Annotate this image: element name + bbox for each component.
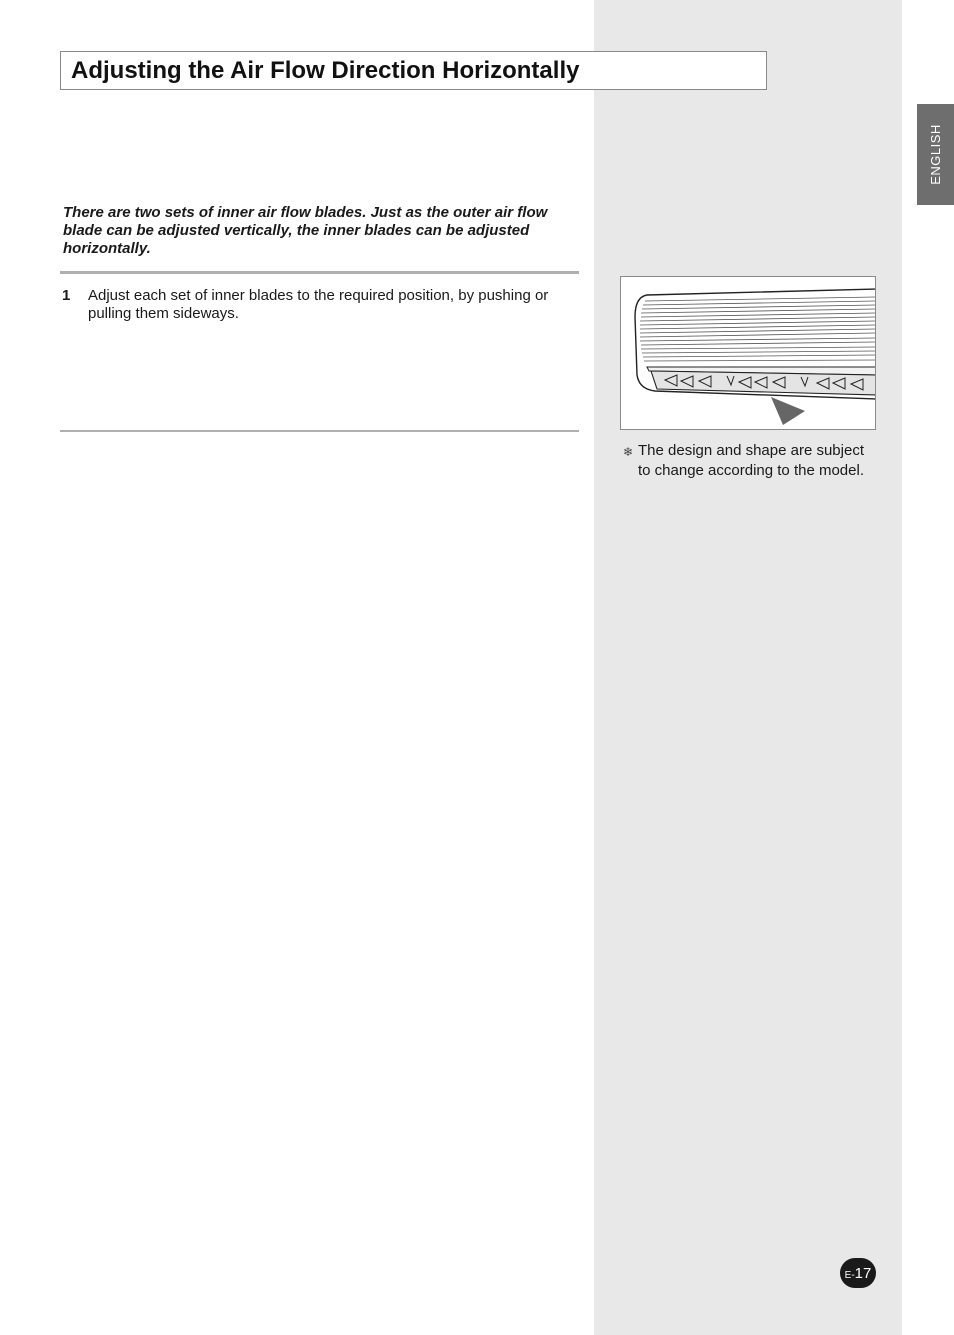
intro-text: There are two sets of inner air flow blades. Just as the outer air flow blade can be adjusted vertically, the inner blades can be adjusted horizontally. (63, 204, 548, 257)
step-number: 1 (62, 287, 71, 304)
page-number-badge (840, 1258, 876, 1288)
step-item (62, 287, 572, 323)
section-divider-bottom (60, 430, 579, 432)
step-text: Adjust each set of inner blades to the required position, by pushing or pulling them sideways. (88, 287, 549, 322)
side-panel (594, 0, 902, 1335)
language-tab-label: ENGLISH (928, 124, 944, 185)
note-text: The design and shape are subject to change according to the model. (638, 442, 864, 479)
design-note (623, 441, 878, 481)
page-title: Adjusting the Air Flow Direction Horizontally (71, 56, 580, 84)
snowflake-icon: ❄ (623, 445, 634, 459)
page-number: 17 (854, 1264, 872, 1282)
air-conditioner-blades-illustration (621, 277, 876, 430)
section-divider-top (60, 271, 579, 274)
title-box (60, 51, 767, 90)
page-prefix: E- (844, 1269, 855, 1281)
air-conditioner-figure (620, 276, 876, 430)
language-tab (917, 104, 954, 205)
